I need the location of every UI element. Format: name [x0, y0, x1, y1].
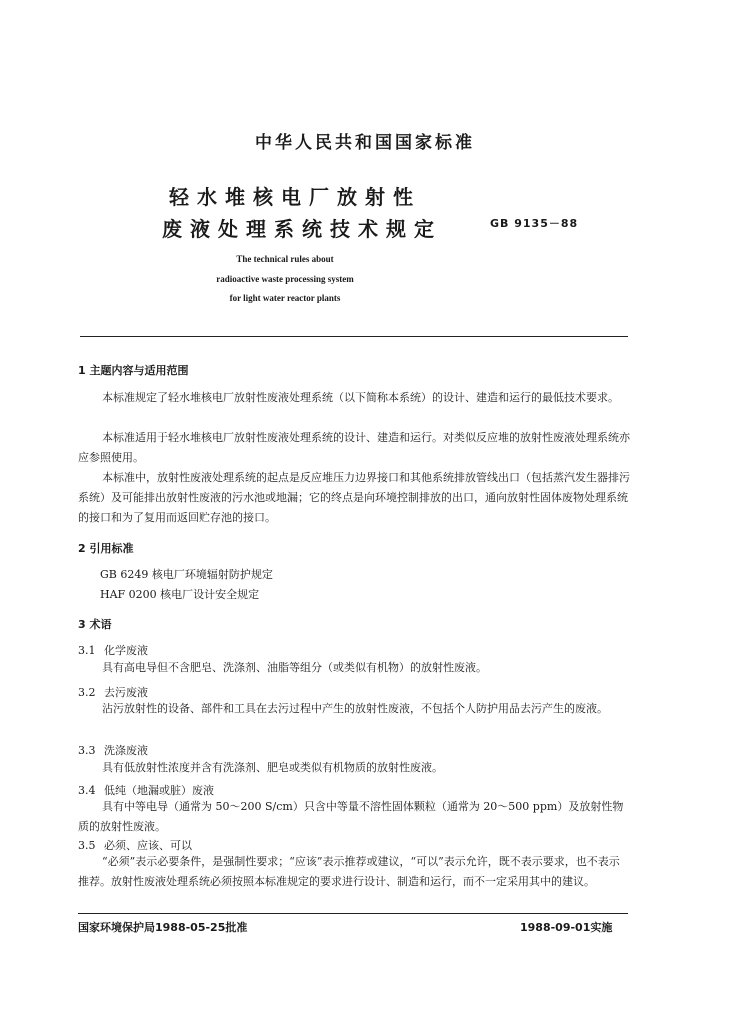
section-3-heading: 3 术语	[78, 618, 112, 631]
term-definition: 具有低放射性浓度并含有洗涤剂、肥皂或类似有机物质的放射性废液。	[102, 761, 443, 774]
reference-item: HAF 0200 核电厂设计安全规定	[100, 588, 260, 601]
term-name: 低纯（地漏或脏）废液	[104, 784, 214, 797]
standard-code: GB 9135－88	[490, 217, 579, 230]
english-title-line-3: for light water reactor plants	[229, 293, 341, 303]
section-1-paragraph: 本标准适用于轻水堆核电厂放射性废液处理系统的设计、建造和运行。对类似反应堆的放射性废液处理系统亦应参照使用。	[78, 431, 630, 464]
header-divider	[80, 336, 628, 337]
term-heading	[78, 837, 192, 853]
footer-divider	[78, 913, 628, 914]
effective-date: 1988-09-01实施	[520, 921, 613, 934]
term-heading	[78, 642, 148, 658]
term-name: 洗涤废液	[104, 744, 148, 757]
section-1-paragraph: 本标准规定了轻水堆核电厂放射性废液处理系统（以下简称本系统）的设计、建造和运行的最低技术要求。	[102, 391, 619, 404]
english-title-line-1: The technical rules about	[236, 254, 334, 264]
national-standard-heading: 中华人民共和国国家标准	[255, 133, 475, 153]
approval-date: 国家环境保护局1988-05-25批准	[78, 921, 248, 934]
term-number: 3.3	[78, 744, 96, 757]
term-heading	[78, 742, 148, 758]
term-number: 3.5	[78, 839, 96, 852]
document-title-line-1: 轻水堆核电厂放射性	[169, 185, 421, 209]
section-1-paragraph: 本标准中，放射性废液处理系统的起点是反应堆压力边界接口和其他系统排放管线出口（包括蒸汽发生器排污系统）及可能排出放射性废液的污水池或地漏；它的终点是向环境控制排放的出口，通向放射性固体废物处理系统的接口和为了复用而返回贮存池的接口。	[78, 471, 630, 524]
term-definition: 沾污放射性的设备、部件和工具在去污过程中产生的放射性废液，不包括个人防护用品去污产生的废液。	[102, 702, 608, 715]
term-number: 3.1	[78, 644, 96, 657]
document-title-line-2: 废液处理系统技术规定	[162, 217, 442, 241]
term-number: 3.2	[78, 686, 96, 699]
term-heading	[78, 684, 148, 700]
reference-item: GB 6249 核电厂环境辐射防护规定	[100, 568, 273, 581]
term-definition: 具有中等电导（通常为 50～200 S/cm）只含中等量不溶性固体颗粒（通常为 20～500 ppm）及放射性物质的放射性废液。	[78, 800, 624, 833]
term-definition: 具有高电导但不含肥皂、洗涤剂、油脂等组分（或类似有机物）的放射性废液。	[102, 661, 487, 674]
term-heading	[78, 782, 214, 798]
term-name: 去污废液	[104, 686, 148, 699]
term-number: 3.4	[78, 784, 96, 797]
english-title-line-2: radioactive waste processing system	[216, 274, 354, 284]
term-name: 必须、应该、可以	[104, 839, 192, 852]
section-1-heading: 1 主题内容与适用范围	[78, 364, 189, 377]
term-name: 化学废液	[104, 644, 148, 657]
term-definition: “必须”表示必要条件，是强制性要求；“应该”表示推荐或建议，“可以”表示允许，既不表示要求，也不表示推荐。放射性废液处理系统必须按照本标准规定的要求进行设计、制造和运行，而不一定采用其中的建议。	[78, 855, 620, 888]
section-2-heading: 2 引用标准	[78, 542, 134, 555]
